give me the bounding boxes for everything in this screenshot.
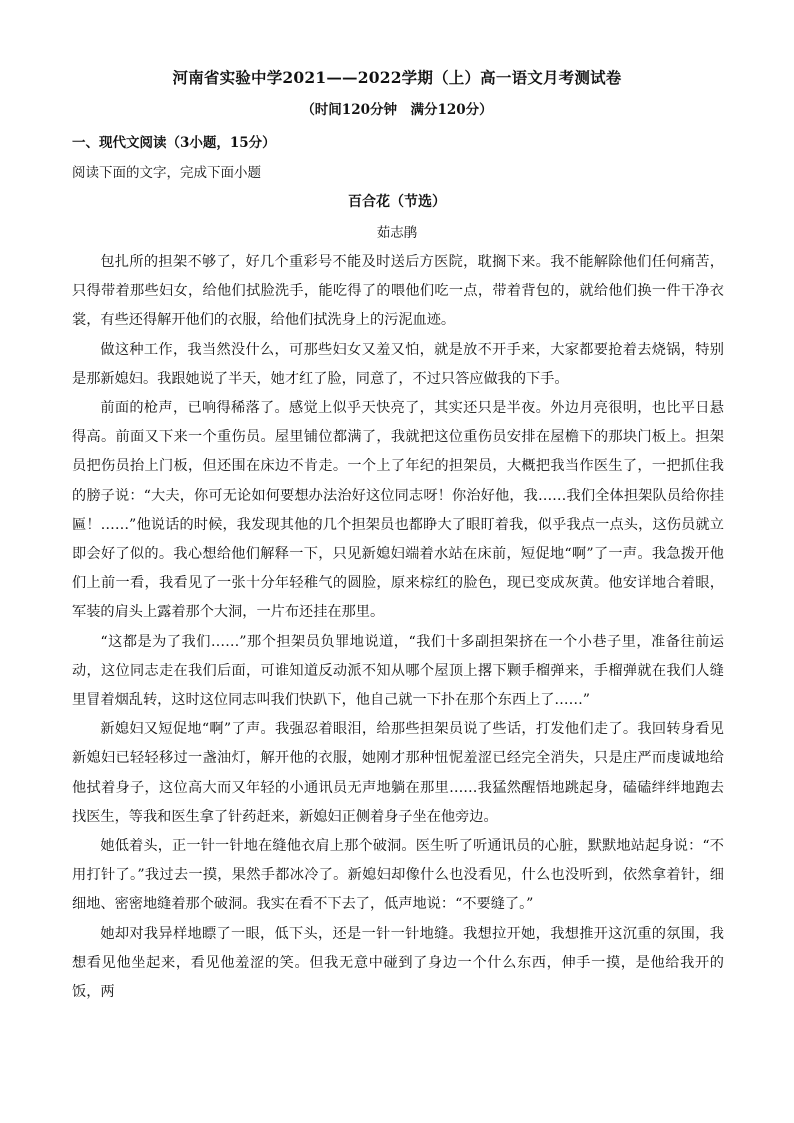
paragraph: 新媳妇又短促地“啊”了声。我强忍着眼泪，给那些担架员说了些话，打发他们走了。我回转身看见新媳妇已轻轻移过一盏油灯，解开他的衣服，她刚才那种忸怩羞涩已经完全消失，只是庄严而虔诚地给他拭着身子，这位高大而又年轻的小通讯员无声地躺在那里……我猛然醒悟地跳起身，磕磕绊绊地跑去找医生，等我和医生拿了针药赶来，新媳妇正侧着身子坐在他旁边。 <box>72 721 724 825</box>
paragraph: “这都是为了我们……”那个担架员负罪地说道，“我们十多副担架挤在一个小巷子里，准备往前运动，这位同志走在我们后面，可谁知道反动派不知从哪个屋顶上撂下颗手榴弹来，手榴弹就在我们人缝里冒着烟乱转，这时这位同志叫我们快趴下，他自己就一下扑在那个东西上了……” <box>72 633 724 709</box>
article-author: 茹志鹃 <box>376 225 418 241</box>
reading-instruction: 阅读下面的文字，完成下面小题 <box>72 165 261 181</box>
exam-title: 河南省实验中学2021——2022学期（上）高一语文月考测试卷 <box>172 68 622 87</box>
paragraph: 做这种工作，我当然没什么，可那些妇女又羞又怕，就是放不开手来，大家都要抢着去烧锅，特别是那新媳妇。我跟她说了半天，她才红了脸，同意了，不过只答应做我的下手。 <box>72 341 724 387</box>
paragraph: 包扎所的担架不够了，好几个重彩号不能及时送后方医院，耽搁下来。我不能解除他们任何痛苦，只得带着那些妇女，给他们拭脸洗手，能吃得了的喂他们吃一点，带着背包的，就给他们换一件干净衣裳，有些还得解开他们的衣服，给他们拭洗身上的污泥血迹。 <box>72 254 724 329</box>
article-body <box>72 248 724 1007</box>
article-title: 百合花（节选） <box>348 194 446 210</box>
exam-subtitle: （时间120分钟 满分120分） <box>301 102 493 118</box>
paragraph: 前面的枪声，已响得稀落了。感觉上似乎天快亮了，其实还只是半夜。外边月亮很明，也比平日悬得高。前面又下来一个重伤员。屋里铺位都满了，我就把这位重伤员安排在屋檐下的那块门板上。担架员把伤员抬上门板，但还围在床边不肯走。一个上了年纪的担架员，大概把我当作医生了，一把抓住我的膀子说：“大夫，你可无论如何要想办法治好这位同志呀！你治好他，我……我们全体担架队员给你挂匾！……”他说话的时候，我发现其他的几个担架员也都睁大了眼盯着我，似乎我点一点头，这伤员就立即会好了似的。我心想给他们解释一下，只见新媳妇端着水站在床前，短促地“啊”了一声。我急拨开他们上前一看，我看见了一张十分年轻稚气的圆脸，原来棕红的脸色，现已变成灰黄。他安详地合着眼，军装的肩头上露着那个大洞，一片布还挂在那里。 <box>72 400 724 621</box>
paragraph: 她低着头，正一针一针地在缝他衣肩上那个破洞。医生听了听通讯员的心脏，默默地站起身说：“不用打针了。”我过去一摸，果然手都冰冷了。新媳妇却像什么也没看见，什么也没听到，依然拿着针，细细地、密密地缝着那个破洞。我实在看不下去了，低声地说：“不要缝了。” <box>72 838 724 913</box>
section-heading: 一、现代文阅读（3小题，15分） <box>72 135 276 151</box>
paragraph: 她却对我异样地瞟了一眼，低下头，还是一针一针地缝。我想拉开她，我想推开这沉重的氛围，我想看见他坐起来，看见他羞涩的笑。但我无意中碰到了身边一个什么东西，伸手一摸，是他给我开的饭，两 <box>72 925 724 1001</box>
